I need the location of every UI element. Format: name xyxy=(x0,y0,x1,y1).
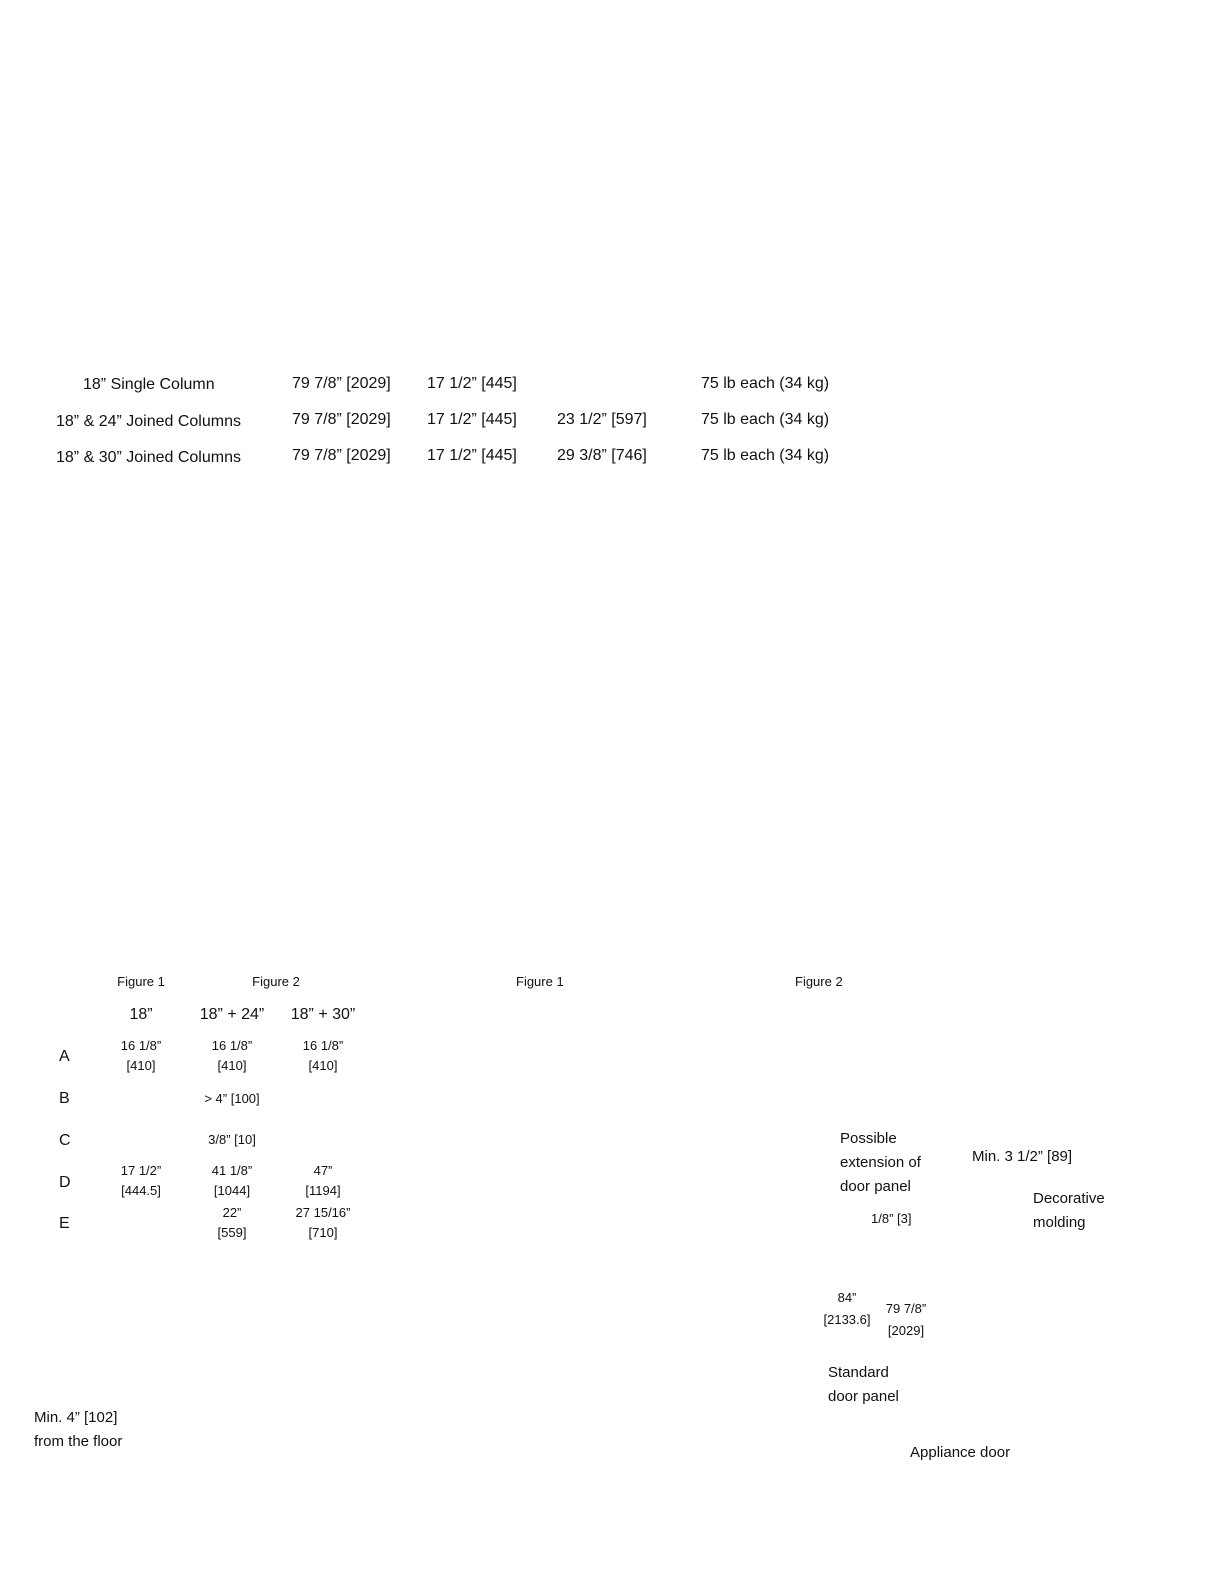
dimension-cell: 17 1/2” [444.5] xyxy=(120,1163,162,1198)
decorative-molding-label: Decorative molding xyxy=(1033,1190,1105,1231)
figure-1-caption: Figure 1 xyxy=(516,974,564,989)
spec-weight: 75 lb each (34 kg) xyxy=(701,411,830,428)
dimension-cell: 16 1/8” [410] xyxy=(302,1038,344,1073)
spec-height: 79 7/8” [2029] xyxy=(292,411,391,428)
dimension-cell: 22” [559] xyxy=(217,1205,247,1240)
standard-panel-label: Standard door panel xyxy=(828,1364,899,1405)
possible-extension-label: Possible extension of door panel xyxy=(840,1130,921,1195)
row-key: B xyxy=(59,1090,70,1107)
appliance-door-label: Appliance door xyxy=(910,1444,1011,1461)
dimension-cell: 27 15/16” [710] xyxy=(295,1205,351,1240)
dimension-cell: 47” [1194] xyxy=(305,1163,341,1198)
panel-height-label: 84” [2133.6] xyxy=(823,1290,871,1327)
spec-row-label: 18” Single Column xyxy=(83,376,215,393)
spec-width-second: 23 1/2” [597] xyxy=(557,411,647,428)
row-key: A xyxy=(59,1048,70,1065)
spec-weight: 75 lb each (34 kg) xyxy=(701,447,830,464)
figure-2-caption: Figure 2 xyxy=(795,974,843,989)
dimension-cell-merged: 3/8” [10] xyxy=(208,1132,256,1147)
gap-label: 1/8” [3] xyxy=(871,1211,912,1226)
row-key: C xyxy=(59,1132,71,1149)
figure-2-header: Figure 2 xyxy=(252,974,300,989)
spec-height: 79 7/8” [2029] xyxy=(292,375,391,392)
dimension-cell-merged: > 4” [100] xyxy=(204,1091,260,1106)
column-header: 18” xyxy=(129,1006,153,1023)
column-header: 18” + 30” xyxy=(290,1006,356,1023)
spec-row-label: 18” & 24” Joined Columns xyxy=(56,413,241,430)
spec-width-18: 17 1/2” [445] xyxy=(427,447,517,464)
column-header: 18” + 24” xyxy=(199,1006,265,1023)
unit-height-label: 79 7/8” [2029] xyxy=(885,1301,927,1338)
dimension-cell: 41 1/8” [1044] xyxy=(211,1163,253,1198)
spec-width-second: 29 3/8” [746] xyxy=(557,447,647,464)
min-clearance-label: Min. 3 1/2” [89] xyxy=(972,1148,1073,1165)
floor-clearance-note: Min. 4” [102] from the floor xyxy=(34,1409,123,1450)
figure-1-header: Figure 1 xyxy=(117,974,165,989)
dimension-cell: 16 1/8” [410] xyxy=(211,1038,253,1073)
spec-row-label: 18” & 30” Joined Columns xyxy=(56,449,241,466)
spec-width-18: 17 1/2” [445] xyxy=(427,411,517,428)
dimension-cell: 16 1/8” [410] xyxy=(120,1038,162,1073)
spec-width-18: 17 1/2” [445] xyxy=(427,375,517,392)
row-key: E xyxy=(59,1215,70,1232)
spec-height: 79 7/8” [2029] xyxy=(292,447,391,464)
spec-weight: 75 lb each (34 kg) xyxy=(701,375,830,392)
row-key: D xyxy=(59,1174,71,1191)
